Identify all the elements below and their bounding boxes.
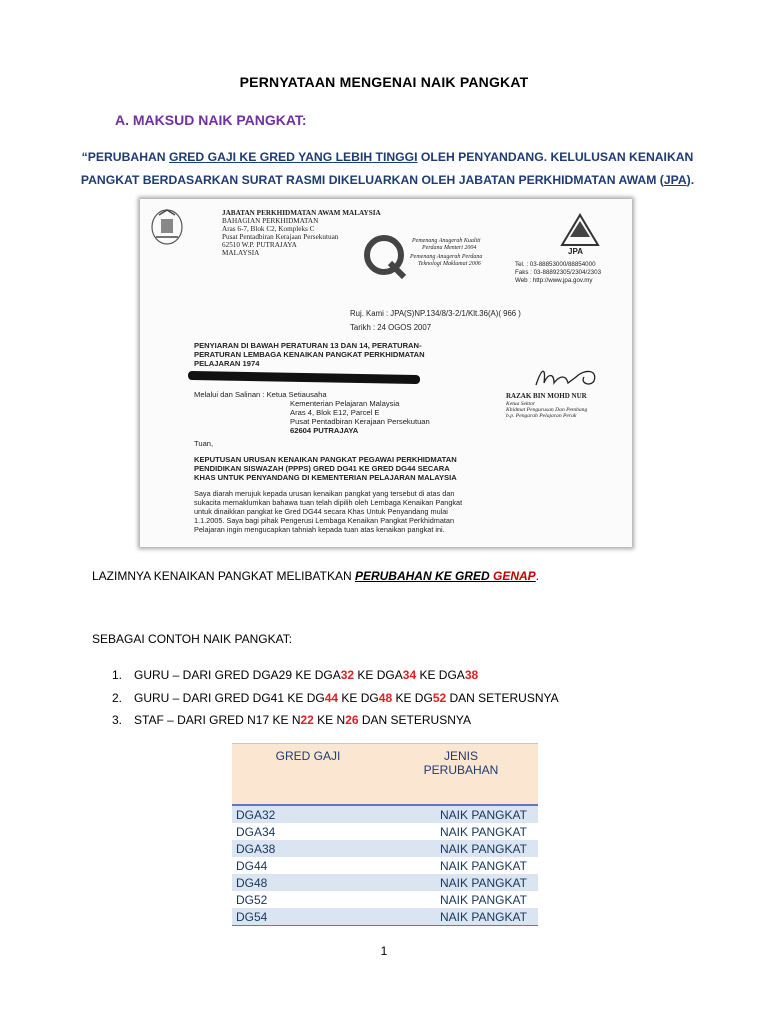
- quote-text-1: “PERUBAHAN: [81, 150, 169, 164]
- list-red-grade: 26: [345, 713, 359, 727]
- jpa-logo-text: JPA: [568, 247, 583, 256]
- table-cell-type: NAIK PANGKAT: [384, 840, 538, 857]
- intro-emphasis: [355, 569, 536, 583]
- letter-reference: Ruj. Kami : JPA(S)NP.134/8/3-2/1/Klt.36(A)( 966 ): [350, 309, 521, 318]
- list-red-grade: 34: [402, 668, 417, 682]
- table-cell-type: NAIK PANGKAT: [384, 908, 538, 926]
- signature-icon: [532, 365, 610, 391]
- letter-signatory-title-1: Ketua Sektor: [506, 401, 536, 407]
- letter-heading-2: PENDIDIKAN SISWAZAH (PPPS) GRED DG41 KE GRED DG44 SECARA: [194, 464, 450, 473]
- letter-org-address-3: 62510 W.P. PUTRAJAYA: [222, 241, 297, 249]
- letter-fax: Faks : 03-88892305/2304/2303: [515, 269, 602, 276]
- letter-org-address-1: Aras 6-7, Blok C2, Kompleks C: [222, 225, 315, 233]
- letter-org-division: BAHAGIAN PERKHIDMATAN: [222, 217, 319, 225]
- table-cell-grade: DGA38: [232, 840, 384, 857]
- table-row: [232, 805, 538, 823]
- table-cell-type: NAIK PANGKAT: [384, 874, 538, 891]
- quote-underlined-1: GRED GAJI KE GRED YANG LEBIH TINGGI: [169, 150, 418, 164]
- page-number: 1: [380, 944, 388, 958]
- letter-org-name: JABATAN PERKHIDMATAN AWAM MALAYSIA: [222, 209, 381, 217]
- list-text: KE N: [313, 713, 346, 727]
- list-text: STAF – DARI GRED N17 KE N: [134, 713, 301, 727]
- list-text: KE DG: [392, 690, 433, 705]
- letter-via-4: Pusat Pentadbiran Kerajaan Persekutuan: [290, 417, 430, 426]
- intro-tail: .: [535, 569, 540, 583]
- letter-via-3: Aras 4, Blok E12, Parcel E: [290, 408, 380, 417]
- list-text: GURU – DARI GRED DGA29 KE DGA: [134, 668, 341, 682]
- table-cell-grade: DG44: [236, 858, 268, 873]
- letter-award-4: Teknologi Maklumat 2006: [418, 261, 481, 267]
- letter-date: Tarikh : 24 OGOS 2007: [350, 323, 432, 332]
- table-row: [232, 857, 538, 874]
- table-row: [232, 908, 538, 926]
- letter-via-1: Melalui dan Salinan : Ketua Setiausaha: [194, 390, 327, 399]
- list-text: KE DGA: [354, 668, 403, 682]
- table-cell-grade: DGA32: [232, 805, 384, 823]
- table-cell-type: NAIK PANGKAT: [440, 858, 527, 873]
- table-header-row: [232, 744, 538, 806]
- intro-emphasis-text: PERUBAHAN KE GRED: [354, 569, 493, 583]
- table-header-gred: GRED GAJI: [232, 744, 384, 806]
- section-a-heading: A. MAKSUD NAIK PANGKAT:: [115, 112, 307, 128]
- quote-underlined-jpa: JPA: [663, 173, 687, 187]
- list-text: DAN SETERUSNYA: [446, 690, 559, 705]
- letter-award-2: Perdana Menteri 2004: [422, 245, 477, 251]
- table-cell-type: NAIK PANGKAT: [384, 805, 538, 823]
- list-number: 2.: [112, 690, 123, 705]
- example-list: [112, 664, 559, 732]
- list-item: [112, 687, 559, 710]
- list-red-grade: 44: [324, 690, 339, 705]
- table-header-jenis: [384, 744, 538, 806]
- intro-emphasis-red: GENAP: [492, 569, 536, 583]
- letter-subject-2: PERATURAN LEMBAGA KENAIKAN PANGKAT PERKHIDMATAN: [194, 350, 425, 359]
- definition-quote: [80, 146, 695, 192]
- letter-web: Web : http://www.jpa.gov.my: [515, 277, 593, 284]
- jpa-logo-icon: [558, 211, 602, 247]
- letter-body-1: Saya diarah merujuk kepada urusan kenaikan pangkat yang tersebut di atas dan: [194, 489, 455, 498]
- letter-via-5: 62604 PUTRAJAYA: [290, 426, 359, 435]
- intro-lead-text: LAZIMNYA KENAIKAN PANGKAT MELIBATKAN: [92, 569, 355, 583]
- list-red-grade: 52: [432, 690, 447, 705]
- letter-tel: Tel. : 03-88853000/88854000: [515, 261, 596, 268]
- letter-org-address-2: Pusat Pentadbiran Kerajaan Persekutuan: [222, 233, 339, 241]
- list-text: DAN SETERUSNYA: [358, 713, 472, 727]
- letter-body-4: 1.1.2005. Saya bagi pihak Pengerusi Lembaga Kenaikan Pangkat Perkhidmatan: [194, 516, 455, 525]
- list-text: GURU – DARI GRED DG41 KE DG: [134, 690, 325, 705]
- letter-subject-3: PELAJARAN 1974: [194, 359, 260, 368]
- table-row: [232, 840, 538, 857]
- list-text: KE DG: [338, 690, 379, 705]
- letter-via-2: Kementerian Pelajaran Malaysia: [290, 399, 400, 408]
- list-number: 1.: [112, 668, 123, 682]
- letter-body-5: Pelajaran ingin mengucapkan tahniah kepada tuan atas kenaikan pangkat ini.: [194, 525, 445, 534]
- intro-paragraph: [92, 569, 539, 583]
- grade-table: [232, 743, 538, 926]
- list-text: KE DGA: [416, 668, 465, 682]
- table-row: [232, 823, 538, 840]
- letter-salutation: Tuan,: [194, 439, 214, 448]
- letter-award-3: Pemenang Anugerah Perdana: [410, 254, 483, 260]
- letter-award-1: Pemenang Anugerah Kualiti: [412, 238, 481, 244]
- table-cell-grade: DG52: [236, 892, 268, 907]
- malaysia-crest-icon: [150, 207, 184, 247]
- list-item: [112, 664, 559, 687]
- quote-text-2: OLEH PENYANDANG. KELULUSAN KENAIKAN PANGKAT BERDASARKAN SURAT RASMI DIKELUARKAN OLEH JABATAN PERKHIDMATAN AWAM (: [80, 150, 694, 187]
- letter-body-3: untuk dinaikkan pangkat ke Gred DG44 secara Khas Untuk Penyandang mulai: [194, 507, 448, 516]
- quality-q-logo-icon: [362, 231, 410, 281]
- table-cell-grade: DG48: [232, 874, 384, 891]
- table-cell-grade: DGA34: [236, 824, 276, 839]
- official-letter-image: [140, 199, 632, 547]
- table-cell-type: NAIK PANGKAT: [440, 824, 527, 839]
- table-cell-grade: DG54: [232, 908, 384, 926]
- letter-org-country: MALAYSIA: [222, 249, 260, 257]
- letter-heading-1: KEPUTUSAN URUSAN KENAIKAN PANGKAT PEGAWAI PERKHIDMATAN: [194, 455, 457, 464]
- letter-subject-1: PENYIARAN DI BAWAH PERATURAN 13 DAN 14, PERATURAN-: [194, 341, 422, 350]
- letter-signatory-title-2: Khidmat Pengurusan Dan Pembang: [506, 407, 588, 413]
- list-red-grade: 22: [300, 713, 314, 727]
- list-red-grade: 38: [464, 668, 479, 682]
- letter-body-2: sukacita memaklumkan bahawa tuan telah dipilih oleh Lembaga Kenaikan Pangkat: [194, 498, 463, 507]
- letter-heading-3: KHAS UNTUK PENYANDANG DI KEMENTERIAN PELAJARAN MALAYSIA: [194, 473, 457, 482]
- quote-text-3: ).: [686, 173, 695, 187]
- table-cell-type: NAIK PANGKAT: [440, 892, 527, 907]
- table-header-jenis-line1: JENIS: [443, 749, 478, 763]
- letter-signatory-title-3: b.p. Pengarah Pelajaran Perak: [506, 413, 577, 419]
- table-header-jenis-line2: PERUBAHAN: [423, 763, 499, 777]
- list-red-grade: 32: [340, 668, 355, 682]
- example-heading: SEBAGAI CONTOH NAIK PANGKAT:: [92, 632, 293, 646]
- list-red-grade: 48: [378, 690, 393, 705]
- letter-signatory-name: RAZAK BIN MOHD NUR: [506, 392, 587, 400]
- list-item: [112, 709, 559, 732]
- list-number: 3.: [112, 713, 123, 727]
- table-row: [232, 874, 538, 891]
- redacted-name-bar: [188, 371, 420, 384]
- table-row: [232, 891, 538, 908]
- page-title: PERNYATAAN MENGENAI NAIK PANGKAT: [239, 74, 529, 90]
